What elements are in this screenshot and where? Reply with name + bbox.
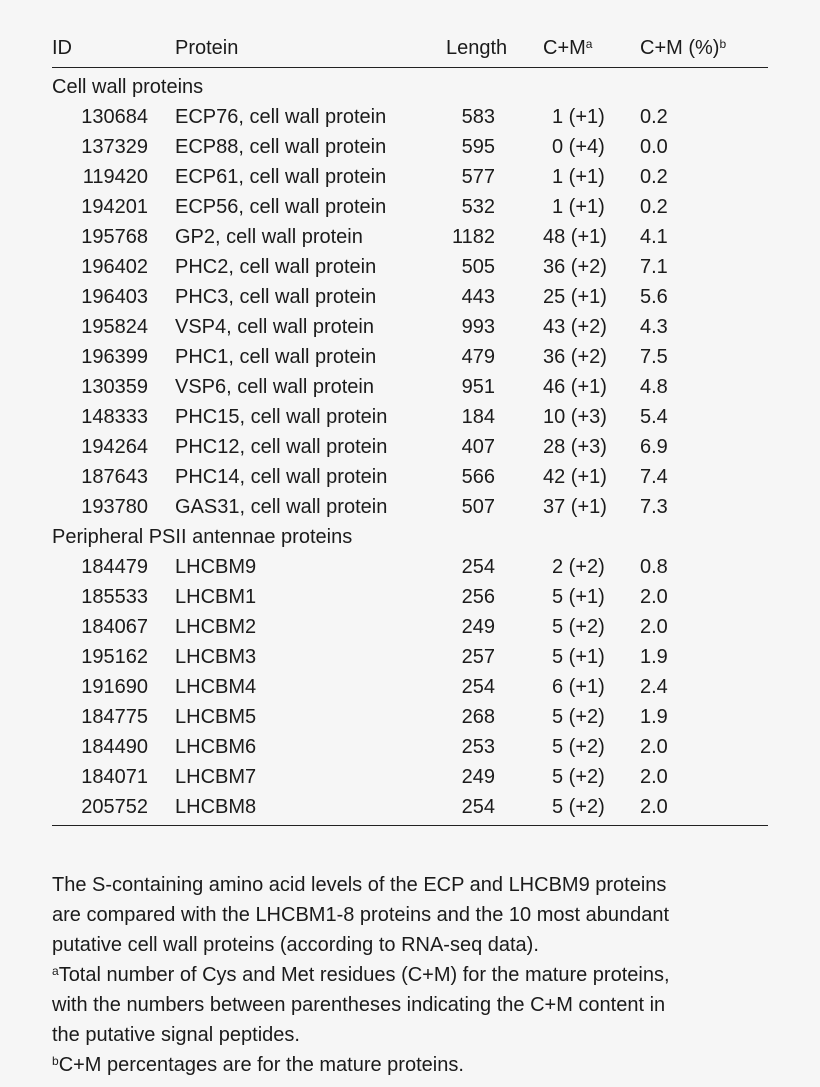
cell-protein: ECP56, cell wall protein (175, 196, 387, 218)
cell-cm: 46 (+1) (543, 376, 607, 398)
cell-length: 184 (461, 406, 495, 428)
cell-protein: PHC12, cell wall protein (175, 436, 388, 458)
cell-cm: 5 (+2) (552, 766, 605, 788)
table-row (52, 342, 768, 372)
cell-id: 205752 (81, 796, 148, 818)
cell-length: 253 (461, 736, 495, 758)
table-row (52, 462, 768, 492)
section-title: Cell wall proteins (52, 76, 204, 98)
cell-length: 583 (461, 106, 495, 128)
cell-cm-pct: 4.8 (640, 376, 668, 398)
section-title: Peripheral PSII antennae proteins (52, 526, 353, 548)
table-row (52, 162, 768, 192)
cell-protein: GAS31, cell wall protein (175, 496, 388, 518)
cell-cm: 1 (+1) (552, 166, 605, 188)
cell-cm-pct: 5.6 (640, 286, 668, 308)
cell-id: 137329 (81, 136, 148, 158)
cell-protein: GP2, cell wall protein (175, 226, 363, 248)
cell-protein: LHCBM1 (175, 586, 257, 608)
table-row (52, 702, 768, 732)
table-row (52, 132, 768, 162)
cell-cm-pct: 0.2 (640, 166, 668, 188)
cell-length: 249 (461, 766, 495, 788)
note-b-mark: b (52, 1054, 59, 1068)
cell-id: 193780 (81, 496, 148, 518)
cell-cm: 48 (+1) (543, 226, 607, 248)
cell-id: 130684 (81, 106, 148, 128)
cell-cm: 0 (+4) (552, 136, 605, 158)
cell-length: 443 (461, 286, 495, 308)
cell-cm: 1 (+1) (552, 196, 605, 218)
table-row (52, 582, 768, 612)
cell-id: 119420 (82, 166, 148, 188)
cell-protein: ECP61, cell wall protein (175, 166, 387, 188)
cell-cm: 6 (+1) (552, 676, 605, 698)
cell-protein: LHCBM6 (175, 736, 257, 758)
cell-cm: 28 (+3) (543, 436, 607, 458)
cell-cm: 5 (+2) (552, 796, 605, 818)
cell-length: 257 (461, 646, 495, 668)
cell-cm-pct: 0.2 (640, 106, 668, 128)
cell-cm: 5 (+1) (552, 646, 605, 668)
table-row (52, 372, 768, 402)
cell-cm-pct: 7.3 (640, 496, 668, 518)
cell-cm-pct: 2.0 (640, 766, 668, 788)
table-body (52, 72, 768, 822)
cell-id: 194201 (81, 196, 148, 218)
cell-cm: 42 (+1) (543, 466, 607, 488)
cell-id: 195768 (81, 226, 148, 248)
table-header-row (52, 33, 768, 63)
cell-protein: PHC1, cell wall protein (175, 346, 377, 368)
note-a-1: with the numbers between parentheses indicating the C+M content in (52, 994, 666, 1016)
table-row (52, 102, 768, 132)
cell-protein: LHCBM2 (175, 616, 257, 638)
header-cm-pct (640, 33, 726, 63)
cell-id: 130359 (81, 376, 148, 398)
header-protein: Protein (175, 37, 239, 59)
cell-cm-pct: 4.1 (640, 226, 668, 248)
cell-cm: 43 (+2) (543, 316, 607, 338)
cell-length: 532 (461, 196, 495, 218)
cell-length: 268 (461, 706, 495, 728)
note-a-text: Total number of Cys and Met residues (C+M) for the mature proteins, (58, 964, 670, 986)
note-main-1: are compared with the LHCBM1-8 proteins and the 10 most abundant (52, 904, 670, 926)
cell-length: 993 (461, 316, 495, 338)
footnote-mark-b: b (719, 37, 727, 51)
header-rule (52, 67, 768, 68)
bottom-rule (52, 825, 768, 826)
cell-length: 254 (461, 796, 495, 818)
note-b-0 (52, 1050, 792, 1080)
cell-protein: LHCBM5 (175, 706, 257, 728)
cell-length: 951 (461, 376, 495, 398)
cell-cm: 5 (+2) (552, 616, 605, 638)
table-row (52, 792, 768, 822)
table-row (52, 252, 768, 282)
protein-table (52, 33, 768, 826)
cell-cm: 25 (+1) (543, 286, 607, 308)
table-row (52, 312, 768, 342)
header-id: ID (52, 37, 72, 59)
cell-cm: 37 (+1) (543, 496, 607, 518)
cell-id: 195162 (81, 646, 148, 668)
cell-cm-pct: 0.0 (640, 136, 668, 158)
cell-cm-pct: 2.4 (640, 676, 668, 698)
table-row (52, 552, 768, 582)
cell-protein: LHCBM9 (175, 556, 257, 578)
cell-id: 184071 (81, 766, 148, 788)
cell-id: 196402 (81, 256, 148, 278)
cell-cm: 5 (+2) (552, 706, 605, 728)
cell-length: 505 (461, 256, 495, 278)
cell-protein: PHC2, cell wall protein (175, 256, 377, 278)
note-a-0 (52, 960, 792, 990)
cell-cm-pct: 7.5 (640, 346, 668, 368)
header-length: Length (446, 37, 508, 59)
cell-cm: 2 (+2) (552, 556, 605, 578)
cell-id: 196403 (81, 286, 148, 308)
note-main-2: putative cell wall proteins (according to RNA-seq data). (52, 934, 539, 956)
cell-id: 191690 (81, 676, 148, 698)
cell-length: 256 (461, 586, 495, 608)
footnote-mark-a: a (585, 37, 593, 51)
table-row (52, 642, 768, 672)
cell-id: 187643 (81, 466, 148, 488)
cell-protein: ECP76, cell wall protein (175, 106, 387, 128)
cell-protein: PHC15, cell wall protein (175, 406, 388, 428)
cell-id: 195824 (81, 316, 148, 338)
table-row (52, 732, 768, 762)
cell-protein: LHCBM4 (175, 676, 257, 698)
cell-id: 185533 (81, 586, 148, 608)
table-row (52, 612, 768, 642)
cell-cm: 5 (+1) (552, 586, 605, 608)
cell-id: 184067 (81, 616, 148, 638)
cell-id: 184775 (81, 706, 148, 728)
cell-cm-pct: 0.8 (640, 556, 668, 578)
note-a-mark: a (52, 964, 59, 978)
cell-length: 1182 (451, 226, 495, 248)
note-b-text: C+M percentages are for the mature proteins. (58, 1054, 464, 1076)
cell-protein: LHCBM3 (175, 646, 257, 668)
table-row (52, 282, 768, 312)
cell-cm: 10 (+3) (543, 406, 607, 428)
header-cm (543, 33, 592, 63)
cell-protein: LHCBM8 (175, 796, 257, 818)
cell-cm-pct: 5.4 (640, 406, 668, 428)
cell-length: 577 (461, 166, 495, 188)
cell-cm-pct: 0.2 (640, 196, 668, 218)
cell-length: 595 (461, 136, 495, 158)
table-row (52, 432, 768, 462)
cell-protein: ECP88, cell wall protein (175, 136, 387, 158)
header-cm-pct-label: C+M (%) (640, 37, 720, 59)
table-row (52, 762, 768, 792)
cell-length: 479 (461, 346, 495, 368)
table-row (52, 492, 768, 522)
header-cm-label: C+M (543, 37, 586, 59)
table-row (52, 222, 768, 252)
cell-id: 196399 (81, 346, 148, 368)
cell-cm-pct: 6.9 (640, 436, 668, 458)
table-row (52, 192, 768, 222)
cell-protein: VSP4, cell wall protein (175, 316, 374, 338)
cell-length: 407 (461, 436, 495, 458)
cell-protein: PHC3, cell wall protein (175, 286, 377, 308)
cell-id: 194264 (81, 436, 148, 458)
cell-id: 148333 (81, 406, 148, 428)
cell-cm-pct: 7.1 (640, 256, 668, 278)
cell-cm-pct: 2.0 (640, 616, 668, 638)
cell-length: 254 (461, 556, 495, 578)
cell-length: 566 (461, 466, 495, 488)
cell-cm: 1 (+1) (552, 106, 605, 128)
cell-cm: 36 (+2) (543, 256, 607, 278)
table-footnotes (52, 870, 792, 1080)
cell-cm-pct: 7.4 (640, 466, 668, 488)
cell-length: 507 (461, 496, 495, 518)
table-row (52, 402, 768, 432)
cell-length: 254 (461, 676, 495, 698)
note-main-0: The S-containing amino acid levels of the ECP and LHCBM9 proteins (52, 874, 667, 896)
cell-protein: VSP6, cell wall protein (175, 376, 374, 398)
cell-cm: 36 (+2) (543, 346, 607, 368)
table-row (52, 672, 768, 702)
cell-cm: 5 (+2) (552, 736, 605, 758)
cell-cm-pct: 2.0 (640, 796, 668, 818)
cell-length: 249 (461, 616, 495, 638)
cell-cm-pct: 1.9 (640, 706, 668, 728)
cell-cm-pct: 2.0 (640, 586, 668, 608)
cell-protein: LHCBM7 (175, 766, 257, 788)
cell-protein: PHC14, cell wall protein (175, 466, 388, 488)
cell-cm-pct: 4.3 (640, 316, 668, 338)
cell-cm-pct: 1.9 (640, 646, 668, 668)
cell-id: 184490 (81, 736, 148, 758)
note-a-2: the putative signal peptides. (52, 1024, 300, 1046)
cell-cm-pct: 2.0 (640, 736, 668, 758)
cell-id: 184479 (81, 556, 148, 578)
